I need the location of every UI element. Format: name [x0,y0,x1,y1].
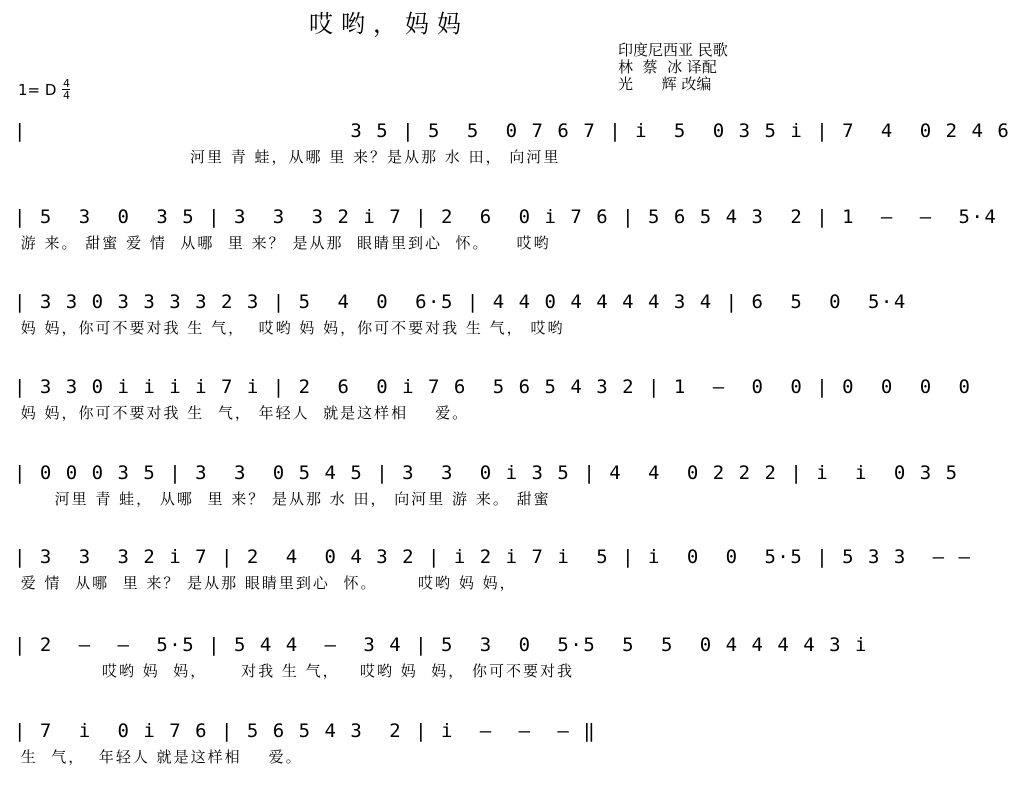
time-signature-bottom: 4 [62,89,70,102]
lyrics-line: 哎哟 妈 妈， 对我 生 气， 哎哟 妈 妈， 你可不要对我 [14,662,575,680]
notation-line: | 0 0 0 3 5 | 3 3 0 5 4 5 | 3 3 0 i 3 5 | 4 4 0 2 2 2 | i i 0 3 5 [14,462,959,484]
lyrics-line: 妈 妈，你可不要对我 生 气， 年轻人 就是这样相 爱。 [14,404,470,422]
notation-line: | 3 3 0 3 3 3 3 2 3 | 5 4 0 6·5 | 4 4 0 4 4 4 4 3 4 | 6 5 0 5·4 [14,291,907,313]
lyrics-line: 妈 妈，你可不要对我 生 气， 哎哟 妈 妈，你可不要对我 生 气， 哎哟 [14,319,565,337]
credit-arranger: 光 辉 改编 [618,75,712,93]
notation-line: | 5 3 0 3 5 | 3 3 3 2 i 7 | 2 6 0 i 7 6 | 5 6 5 4 3 2 | 1 — — 5·4 [14,206,998,228]
credit-origin: 印度尼西亚 民歌 [618,41,728,59]
notation-line: | 3 3 0 i i i i 7 i | 2 6 0 i 7 6 5 6 5 4 3 2 | 1 — 0 0 | 0 0 0 0 [14,376,972,398]
notation-line: | 2 — — 5·5 | 5 4 4 — 3 4 | 5 3 0 5·5 5 5 0 4 4 4 4 3 i [14,634,868,656]
credits [618,42,768,93]
notation-line: | 3 5 | 5 5 0 7 6 7 | i 5 0 3 5 i | 7 4 0 2 4 6 [14,120,1010,142]
credit-translator: 林 蔡 冰 译配 [618,58,717,76]
key-signature: 1= D [18,80,57,99]
time-signature-top: 4 [62,77,70,90]
lyrics-line: 河里 青 蛙， 从哪 里 来？ 是从那 水 田， 向河里 游 来。 甜蜜 [14,490,551,508]
notation-line: | 7 i 0 i 7 6 | 5 6 5 4 3 2 | i — — — ‖ [14,720,597,742]
page-title: 哎哟，妈妈 [309,10,469,38]
notation-line: | 3 3 3 2 i 7 | 2 4 0 4 3 2 | i 2 i 7 i 5 | i 0 0 5·5 | 5 3 3 — — [14,546,972,568]
lyrics-line: 游 来。 甜蜜 爱 情 从哪 里 来？ 是从那 眼睛里到心 怀。 哎哟 [14,234,551,252]
lyrics-line: 生 气， 年轻人 就是这样相 爱。 [14,748,303,766]
lyrics-line: 河里 青 蛙，从哪 里 来？是从那 水 田， 向河里 [14,148,561,166]
key-signature-block [18,78,70,101]
time-signature [62,78,70,101]
lyrics-line: 爱 情 从哪 里 来？ 是从那 眼睛里到心 怀。 哎哟 妈 妈， [14,574,517,592]
